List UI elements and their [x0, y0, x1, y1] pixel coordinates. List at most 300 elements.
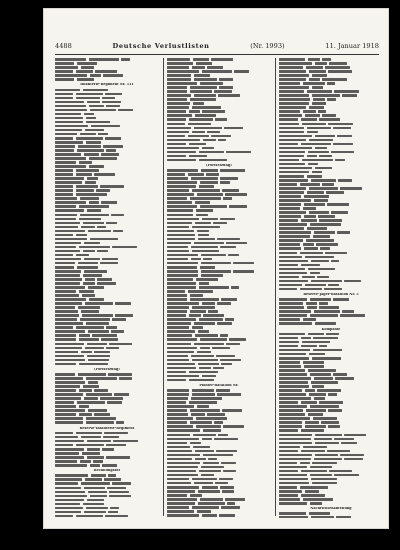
text-line-mark: [301, 143, 331, 146]
text-line-mark: [90, 495, 107, 498]
text-line-mark: [55, 474, 88, 477]
text-line-mark: [214, 90, 232, 93]
text-line-mark: [55, 214, 77, 217]
text-line-mark: [192, 106, 221, 109]
text-line-mark: [314, 377, 333, 380]
text-line-mark: [217, 238, 240, 241]
text-line-mark: [311, 478, 337, 481]
section-heading: Rechnungsrat: [93, 469, 121, 473]
list-entry: [279, 288, 383, 292]
text-line-mark: [167, 254, 198, 257]
text-line-mark: [309, 187, 338, 190]
text-line-mark: [87, 209, 101, 212]
text-line-mark: [55, 177, 84, 180]
text-line-mark: [55, 452, 79, 455]
text-line-mark: [279, 227, 304, 230]
text-line-mark: [279, 318, 300, 321]
text-line-mark: [195, 114, 216, 117]
text-line-mark: [201, 274, 223, 277]
list-entry: [55, 464, 159, 468]
text-line-mark: [55, 343, 84, 346]
text-line-mark: [86, 417, 116, 420]
text-line-mark: [167, 62, 193, 65]
text-line-mark: [202, 486, 218, 489]
text-line-mark: [279, 223, 307, 226]
text-line-mark: [167, 326, 189, 329]
text-line-mark: [167, 238, 195, 241]
text-line-mark: [222, 490, 234, 493]
text-line-mark: [328, 284, 339, 287]
text-line-mark: [84, 487, 105, 490]
text-line-mark: [279, 494, 298, 497]
text-line-mark: [79, 246, 110, 249]
text-line-mark: [279, 74, 309, 77]
text-line-mark: [309, 106, 324, 109]
text-line-mark: [55, 334, 76, 337]
text-line-mark: [279, 442, 312, 445]
text-line-mark: [167, 302, 199, 305]
text-line-mark: [196, 209, 213, 212]
text-line-mark: [313, 337, 338, 340]
text-line-mark: [279, 118, 298, 121]
text-line-mark: [193, 102, 204, 105]
text-line-mark: [279, 466, 307, 469]
text-line-mark: [76, 93, 103, 96]
text-line-mark: [94, 173, 115, 176]
text-line-mark: [113, 230, 123, 233]
text-line-mark: [90, 74, 101, 77]
text-line-mark: [305, 114, 320, 117]
text-line-mark: [167, 181, 197, 184]
text-line-mark: [81, 436, 101, 439]
text-line-mark: [109, 343, 132, 346]
text-line-mark: [106, 149, 116, 152]
text-line-mark: [85, 478, 102, 481]
text-line-mark: [188, 173, 204, 176]
text-line-mark: [314, 231, 335, 234]
text-line-mark: [78, 262, 98, 265]
text-line-mark: [90, 464, 100, 467]
text-line-mark: [88, 359, 109, 362]
list-entry: [55, 421, 159, 425]
text-line-mark: [279, 478, 308, 481]
text-line-mark: [167, 375, 199, 378]
text-line-mark: [167, 189, 189, 192]
text-line-mark: [313, 417, 337, 420]
text-line-mark: [279, 235, 310, 238]
text-line-mark: [167, 393, 189, 396]
text-line-mark: [225, 498, 245, 501]
text-line-mark: [321, 421, 339, 424]
text-line-mark: [55, 125, 88, 128]
text-line-mark: [203, 454, 233, 457]
text-line-mark: [191, 246, 218, 249]
text-line-mark: [222, 189, 239, 192]
text-line-mark: [167, 446, 190, 449]
text-line-mark: [215, 482, 228, 485]
text-line-mark: [108, 474, 116, 477]
section-heading: Pionier-Bataillon Nr.: [199, 383, 239, 387]
text-line-mark: [279, 199, 311, 202]
text-line-mark: [167, 82, 197, 85]
text-line-mark: [197, 230, 209, 233]
text-line-mark: [191, 355, 214, 358]
text-line-mark: [302, 159, 333, 162]
text-line-mark: [81, 482, 110, 485]
text-line-mark: [308, 58, 320, 61]
text-line-mark: [304, 365, 324, 368]
text-line-mark: [104, 478, 121, 481]
text-line-mark: [167, 193, 194, 196]
text-line-mark: [84, 511, 106, 514]
text-line-mark: [310, 314, 338, 317]
text-line-mark: [305, 256, 334, 259]
text-line-mark: [55, 89, 80, 92]
text-line-mark: [317, 276, 329, 279]
text-line-mark: [107, 401, 122, 404]
text-line-mark: [279, 260, 308, 263]
text-line-mark: [279, 512, 306, 515]
text-line-mark: [312, 102, 326, 105]
text-line-mark: [322, 78, 347, 81]
text-line-mark: [305, 284, 326, 287]
text-line-mark: [225, 193, 247, 196]
text-line-mark: [101, 153, 119, 156]
text-line-mark: [223, 197, 232, 200]
text-line-mark: [100, 185, 124, 188]
text-line-mark: [203, 429, 221, 432]
text-line-mark: [106, 105, 120, 108]
text-line-mark: [279, 252, 297, 255]
text-line-mark: [55, 266, 74, 269]
text-line-mark: [226, 343, 240, 346]
text-line-mark: [333, 127, 351, 130]
text-line-mark: [305, 490, 319, 493]
text-line-mark: [223, 470, 236, 473]
text-line-mark: [216, 389, 230, 392]
text-line-mark: [201, 254, 226, 257]
text-line-mark: [201, 270, 231, 273]
text-line-mark: [301, 345, 317, 348]
text-line-mark: [55, 78, 74, 81]
text-line-mark: [86, 393, 112, 396]
text-line-mark: [55, 133, 77, 136]
text-line-mark: [55, 464, 87, 467]
text-line-mark: [327, 450, 350, 453]
text-line-mark: [194, 74, 210, 77]
text-line-mark: [55, 359, 85, 362]
text-line-mark: [215, 118, 227, 121]
text-line-mark: [310, 223, 341, 226]
text-line-mark: [307, 306, 317, 309]
text-line-mark: [190, 294, 203, 297]
text-line-mark: [167, 147, 199, 150]
list-entry: [55, 78, 159, 82]
text-line-mark: [102, 258, 118, 261]
text-line-mark: [306, 239, 334, 242]
text-line-mark: [167, 159, 196, 162]
text-line-mark: [167, 74, 191, 77]
text-line-mark: [55, 456, 84, 459]
text-line-mark: [55, 149, 74, 152]
text-line-mark: [279, 98, 310, 101]
text-line-mark: [217, 393, 241, 396]
text-line-mark: [94, 389, 108, 392]
text-line-mark: [167, 102, 190, 105]
text-line-mark: [88, 330, 109, 333]
text-line-mark: [220, 334, 228, 337]
text-line-mark: [197, 510, 211, 513]
text-line-mark: [167, 298, 187, 301]
text-line-mark: [300, 183, 320, 186]
text-line-mark: [279, 333, 305, 336]
text-line-mark: [279, 516, 308, 518]
text-line-mark: [307, 131, 318, 134]
text-line-mark: [55, 282, 80, 285]
text-line-mark: [55, 491, 85, 494]
text-line-mark: [81, 310, 99, 313]
text-line-mark: [167, 397, 188, 400]
text-line-mark: [195, 201, 210, 204]
text-line-mark: [279, 183, 297, 186]
text-line-mark: [167, 94, 191, 97]
text-line-mark: [327, 82, 335, 85]
text-line-mark: [203, 258, 212, 261]
text-line-mark: [115, 302, 131, 305]
text-line-mark: [319, 401, 343, 404]
text-line-mark: [279, 106, 306, 109]
text-line-mark: [83, 385, 99, 388]
text-line-mark: [82, 314, 113, 317]
text-line-mark: [199, 185, 214, 188]
text-line-mark: [207, 66, 223, 69]
text-line-mark: [199, 367, 211, 370]
text-line-mark: [334, 474, 359, 477]
text-line-mark: [301, 494, 325, 497]
text-line-mark: [214, 421, 223, 424]
text-line-mark: [86, 141, 101, 144]
text-line-mark: [167, 185, 196, 188]
text-line-mark: [196, 214, 208, 217]
text-line-mark: [167, 405, 194, 408]
text-line-mark: [95, 70, 117, 73]
text-line-mark: [79, 338, 99, 341]
text-line-mark: [279, 413, 305, 416]
text-line-mark: [167, 246, 188, 249]
text-line-mark: [306, 302, 317, 305]
text-line-mark: [55, 238, 87, 241]
text-line-mark: [112, 246, 137, 249]
text-line-mark: [167, 506, 189, 509]
text-line-mark: [304, 247, 318, 250]
text-line-mark: [55, 381, 85, 384]
text-line-mark: [322, 183, 334, 186]
text-line-mark: [279, 62, 312, 65]
text-line-mark: [319, 345, 327, 348]
text-line-mark: [110, 507, 119, 510]
text-line-mark: [320, 247, 330, 250]
text-line-mark: [326, 191, 344, 194]
text-line-mark: [206, 173, 219, 176]
text-line-mark: [307, 127, 331, 130]
text-line-mark: [76, 326, 104, 329]
text-line-mark: [279, 450, 298, 453]
text-line-mark: [310, 405, 339, 408]
text-line-mark: [312, 385, 324, 388]
text-line-mark: [87, 343, 107, 346]
text-line-mark: [81, 351, 92, 354]
text-line-mark: [202, 147, 214, 150]
issue-number: (Nr. 1993): [250, 42, 285, 50]
text-line-mark: [167, 250, 189, 253]
text-line-mark: [167, 359, 189, 362]
text-line-mark: [279, 377, 311, 380]
text-line-mark: [77, 62, 97, 65]
text-line-mark: [191, 177, 218, 180]
text-line-mark: [279, 151, 305, 154]
text-line-mark: [55, 161, 76, 164]
text-line-mark: [314, 310, 340, 313]
text-line-mark: [167, 338, 197, 341]
text-line-mark: [311, 260, 329, 263]
text-line-mark: [55, 246, 76, 249]
text-line-mark: [317, 389, 341, 392]
text-line-mark: [300, 288, 322, 291]
middle-column: [167, 58, 271, 518]
text-line-mark: [55, 421, 83, 424]
text-line-mark: [344, 434, 366, 437]
text-line-mark: [55, 413, 76, 416]
list-entry: [279, 516, 383, 518]
text-line-mark: [89, 105, 104, 108]
text-line-mark: [319, 302, 328, 305]
text-line-mark: [279, 322, 312, 325]
text-line-mark: [55, 310, 78, 313]
text-line-mark: [76, 254, 89, 257]
column-divider: [163, 58, 164, 516]
text-line-mark: [203, 139, 216, 142]
text-line-mark: [303, 110, 316, 113]
text-line-mark: [81, 226, 95, 229]
text-line-mark: [79, 161, 92, 164]
text-line-mark: [201, 262, 231, 265]
text-line-mark: [167, 78, 191, 81]
text-line-mark: [87, 448, 100, 451]
text-line-mark: [80, 133, 96, 136]
text-line-mark: [76, 234, 87, 237]
text-line-mark: [116, 421, 124, 424]
text-line-mark: [319, 306, 339, 309]
text-line-mark: [325, 252, 347, 255]
text-line-mark: [198, 502, 225, 505]
text-line-mark: [335, 377, 354, 380]
text-line-mark: [279, 78, 306, 81]
text-line-mark: [167, 205, 197, 208]
text-line-mark: [314, 397, 325, 400]
text-line-mark: [84, 153, 99, 156]
text-line-mark: [87, 499, 104, 502]
text-line-mark: [279, 381, 308, 384]
text-line-mark: [279, 276, 299, 279]
text-line-mark: [55, 250, 80, 253]
text-line-mark: [198, 330, 209, 333]
text-line-mark: [279, 110, 300, 113]
text-line-mark: [279, 143, 298, 146]
text-line-mark: [226, 242, 247, 245]
text-line-mark: [305, 425, 326, 428]
text-line-mark: [167, 58, 190, 61]
text-line-mark: [103, 74, 123, 77]
text-line-mark: [167, 425, 193, 428]
text-line-mark: [167, 143, 186, 146]
text-line-mark: [311, 179, 336, 182]
text-line-mark: [55, 66, 78, 69]
text-line-mark: [167, 274, 198, 277]
text-line-mark: [55, 129, 82, 132]
text-line-mark: [86, 121, 110, 124]
text-line-mark: [192, 189, 220, 192]
text-line-mark: [55, 101, 84, 104]
text-line-mark: [234, 70, 249, 73]
text-line-mark: [76, 70, 93, 73]
text-line-mark: [167, 114, 192, 117]
text-line-mark: [301, 219, 317, 222]
text-line-mark: [279, 195, 301, 198]
text-line-mark: [79, 290, 94, 293]
text-line-mark: [331, 260, 339, 263]
text-line-mark: [192, 306, 215, 309]
text-line-mark: [167, 334, 192, 337]
text-line-mark: [279, 207, 300, 210]
text-line-mark: [76, 185, 98, 188]
text-line-mark: [87, 177, 98, 180]
text-line-mark: [167, 413, 188, 416]
text-line-mark: [190, 310, 206, 313]
text-line-mark: [167, 498, 197, 501]
text-line-mark: [279, 345, 298, 348]
text-line-mark: [79, 205, 109, 208]
text-line-mark: [167, 494, 187, 497]
text-line-mark: [55, 436, 78, 439]
text-line-mark: [199, 159, 227, 162]
text-line-mark: [279, 393, 306, 396]
text-line-mark: [302, 123, 326, 126]
text-line-mark: [79, 218, 101, 221]
text-line-mark: [313, 349, 342, 352]
text-line-mark: [93, 460, 103, 463]
text-line-mark: [229, 338, 246, 341]
list-entry: [167, 159, 271, 163]
text-line-mark: [77, 401, 105, 404]
text-line-mark: [109, 491, 129, 494]
text-line-mark: [96, 189, 110, 192]
text-line-mark: [167, 123, 185, 126]
text-line-mark: [55, 205, 76, 208]
text-line-mark: [315, 442, 339, 445]
text-line-mark: [279, 123, 299, 126]
section-heading: Reserve-Jäger-Bataillon Nr. 5: [303, 292, 359, 296]
text-line-mark: [217, 322, 232, 325]
text-line-mark: [167, 363, 195, 366]
text-line-mark: [200, 266, 215, 269]
text-line-mark: [220, 177, 238, 180]
text-line-mark: [191, 413, 205, 416]
text-line-mark: [279, 417, 310, 420]
text-line-mark: [310, 474, 332, 477]
text-line-mark: [279, 462, 297, 465]
text-line-mark: [55, 389, 76, 392]
text-line-mark: [305, 389, 315, 392]
